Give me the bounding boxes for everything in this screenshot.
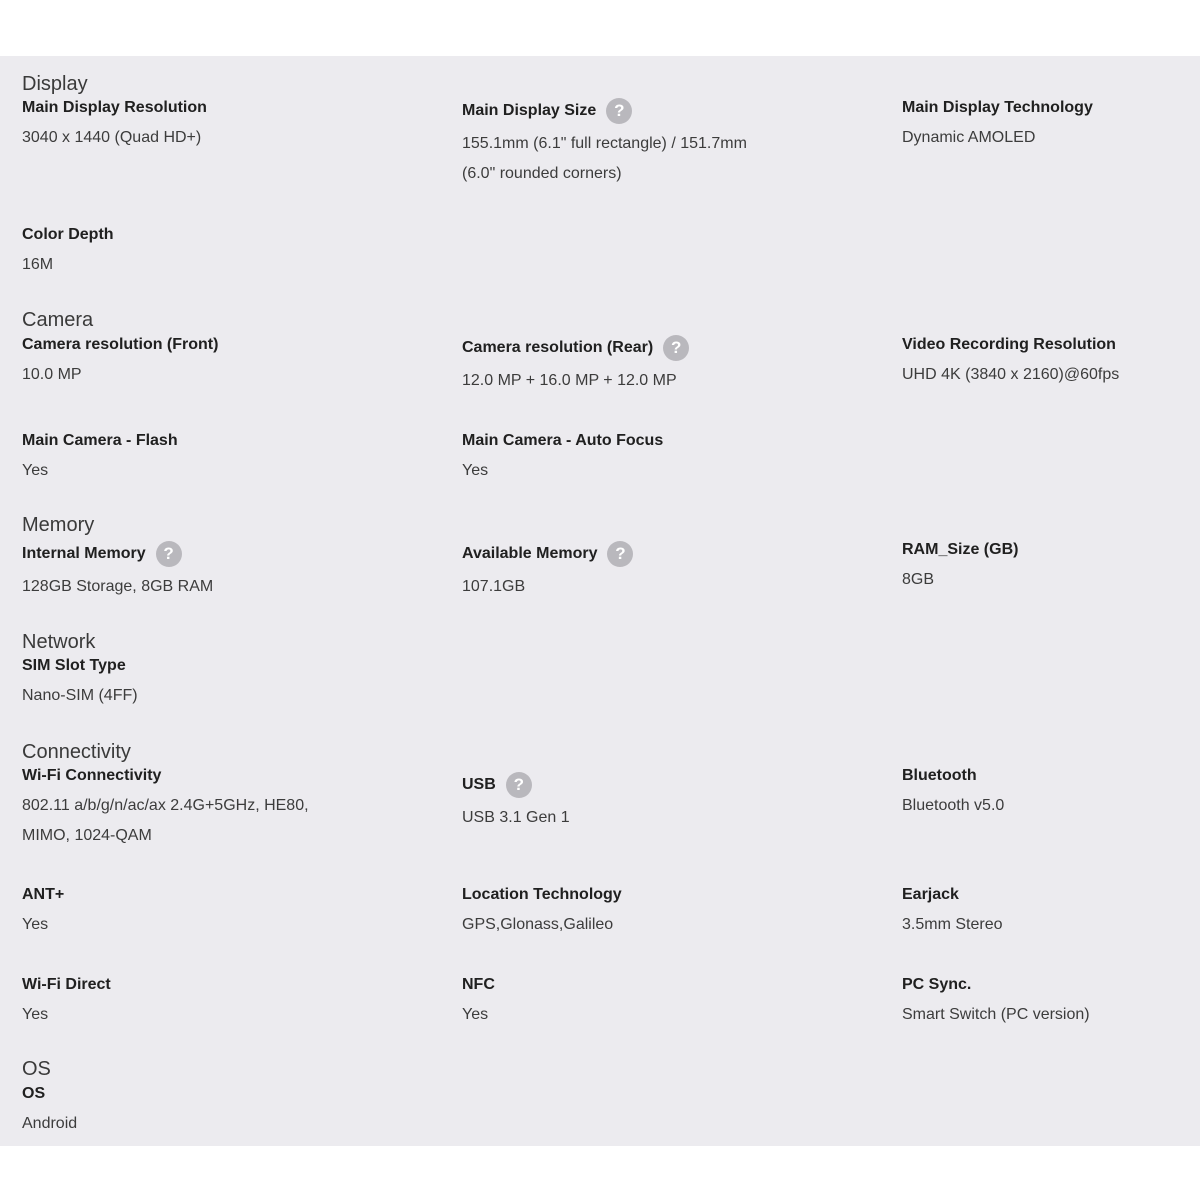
spec-value: 10.0 MP (22, 366, 82, 383)
spec-label-text: Main Display Size (462, 102, 597, 119)
spec-label-text: Available Memory (462, 545, 598, 562)
help-icon[interactable]: ? (156, 541, 182, 567)
section-title-os: OS (22, 1058, 51, 1080)
spec-value: Dynamic AMOLED (902, 129, 1036, 146)
section-title-display: Display (22, 73, 88, 95)
spec-value: Yes (22, 1006, 49, 1023)
help-icon[interactable]: ? (607, 541, 633, 567)
spec-label: Earjack (902, 886, 959, 903)
spec-value: 107.1GB (462, 578, 526, 595)
spec-internal-memory (22, 541, 213, 602)
spec-nfc (462, 975, 495, 1030)
spec-value: Smart Switch (PC version) (902, 1006, 1090, 1023)
spec-label: PC Sync. (902, 976, 972, 993)
spec-value: Android (22, 1115, 78, 1132)
spec-main-display-size (462, 98, 762, 189)
spec-label (462, 772, 570, 798)
spec-location (462, 885, 622, 940)
spec-label: Color Depth (22, 226, 114, 243)
spec-value: 155.1mm (6.1" full rectangle) / 151.7mm (6.0" rounded corners) (462, 135, 747, 182)
spec-os (22, 1084, 77, 1139)
spec-label (462, 541, 633, 567)
spec-label: Location Technology (462, 886, 622, 903)
spec-main-camera-af (462, 431, 663, 486)
spec-label (462, 335, 689, 361)
spec-value: Bluetooth v5.0 (902, 797, 1005, 814)
spec-wifi (22, 766, 322, 851)
help-icon[interactable]: ? (606, 98, 632, 124)
spec-main-display-technology (902, 98, 1093, 153)
spec-label: Video Recording Resolution (902, 336, 1116, 353)
spec-value: Nano-SIM (4FF) (22, 687, 138, 704)
spec-label: Wi-Fi Connectivity (22, 767, 162, 784)
spec-value: UHD 4K (3840 x 2160)@60fps (902, 366, 1120, 383)
spec-label: NFC (462, 976, 495, 993)
spec-sim-slot (22, 656, 138, 711)
section-title-connectivity: Connectivity (22, 741, 131, 763)
spec-label: Bluetooth (902, 767, 977, 784)
spec-label: Wi-Fi Direct (22, 976, 111, 993)
spec-label: OS (22, 1085, 46, 1102)
spec-label-text: USB (462, 776, 496, 793)
spec-value: 3040 x 1440 (Quad HD+) (22, 129, 202, 146)
spec-value: 3.5mm Stereo (902, 916, 1003, 933)
spec-value: 16M (22, 256, 54, 273)
spec-value: Yes (22, 462, 49, 479)
spec-color-depth (22, 225, 114, 280)
spec-value: Yes (462, 462, 489, 479)
spec-value: GPS,Glonass,Galileo (462, 916, 614, 933)
spec-main-display-resolution (22, 98, 207, 153)
spec-usb (462, 772, 570, 833)
spec-earjack (902, 885, 1002, 940)
spec-main-camera-flash (22, 431, 178, 486)
section-title-memory: Memory (22, 514, 95, 536)
spec-label: RAM_Size (GB) (902, 541, 1019, 558)
spec-label: SIM Slot Type (22, 657, 126, 674)
help-icon[interactable]: ? (506, 772, 532, 798)
spec-pc-sync (902, 975, 1090, 1030)
spec-wifi-direct (22, 975, 111, 1030)
spec-value: Yes (462, 1006, 489, 1023)
spec-value: 12.0 MP + 16.0 MP + 12.0 MP (462, 372, 677, 389)
spec-camera-rear (462, 335, 689, 396)
spec-available-memory (462, 541, 633, 602)
spec-ram-size (902, 540, 1018, 595)
spec-label-text: Camera resolution (Rear) (462, 339, 654, 356)
spec-label: Main Camera - Flash (22, 432, 178, 449)
spec-value: 802.11 a/b/g/n/ac/ax 2.4G+5GHz, HE80, MIMO, 1024-QAM (22, 797, 309, 844)
spec-label: Main Display Technology (902, 99, 1093, 116)
spec-value: Yes (22, 916, 49, 933)
spec-video-recording (902, 335, 1119, 390)
section-title-camera: Camera (22, 309, 94, 331)
spec-value: 8GB (902, 571, 935, 588)
spec-bluetooth (902, 766, 1004, 821)
spec-label: Main Camera - Auto Focus (462, 432, 664, 449)
section-title-network: Network (22, 631, 96, 653)
spec-ant (22, 885, 64, 940)
help-icon[interactable]: ? (663, 335, 689, 361)
spec-label (22, 541, 213, 567)
spec-label (462, 98, 762, 124)
spec-label: ANT+ (22, 886, 65, 903)
spec-camera-front (22, 335, 218, 390)
spec-value: USB 3.1 Gen 1 (462, 809, 570, 826)
spec-label-text: Internal Memory (22, 545, 146, 562)
spec-label: Main Display Resolution (22, 99, 207, 116)
spec-value: 128GB Storage, 8GB RAM (22, 578, 214, 595)
spec-label: Camera resolution (Front) (22, 336, 219, 353)
